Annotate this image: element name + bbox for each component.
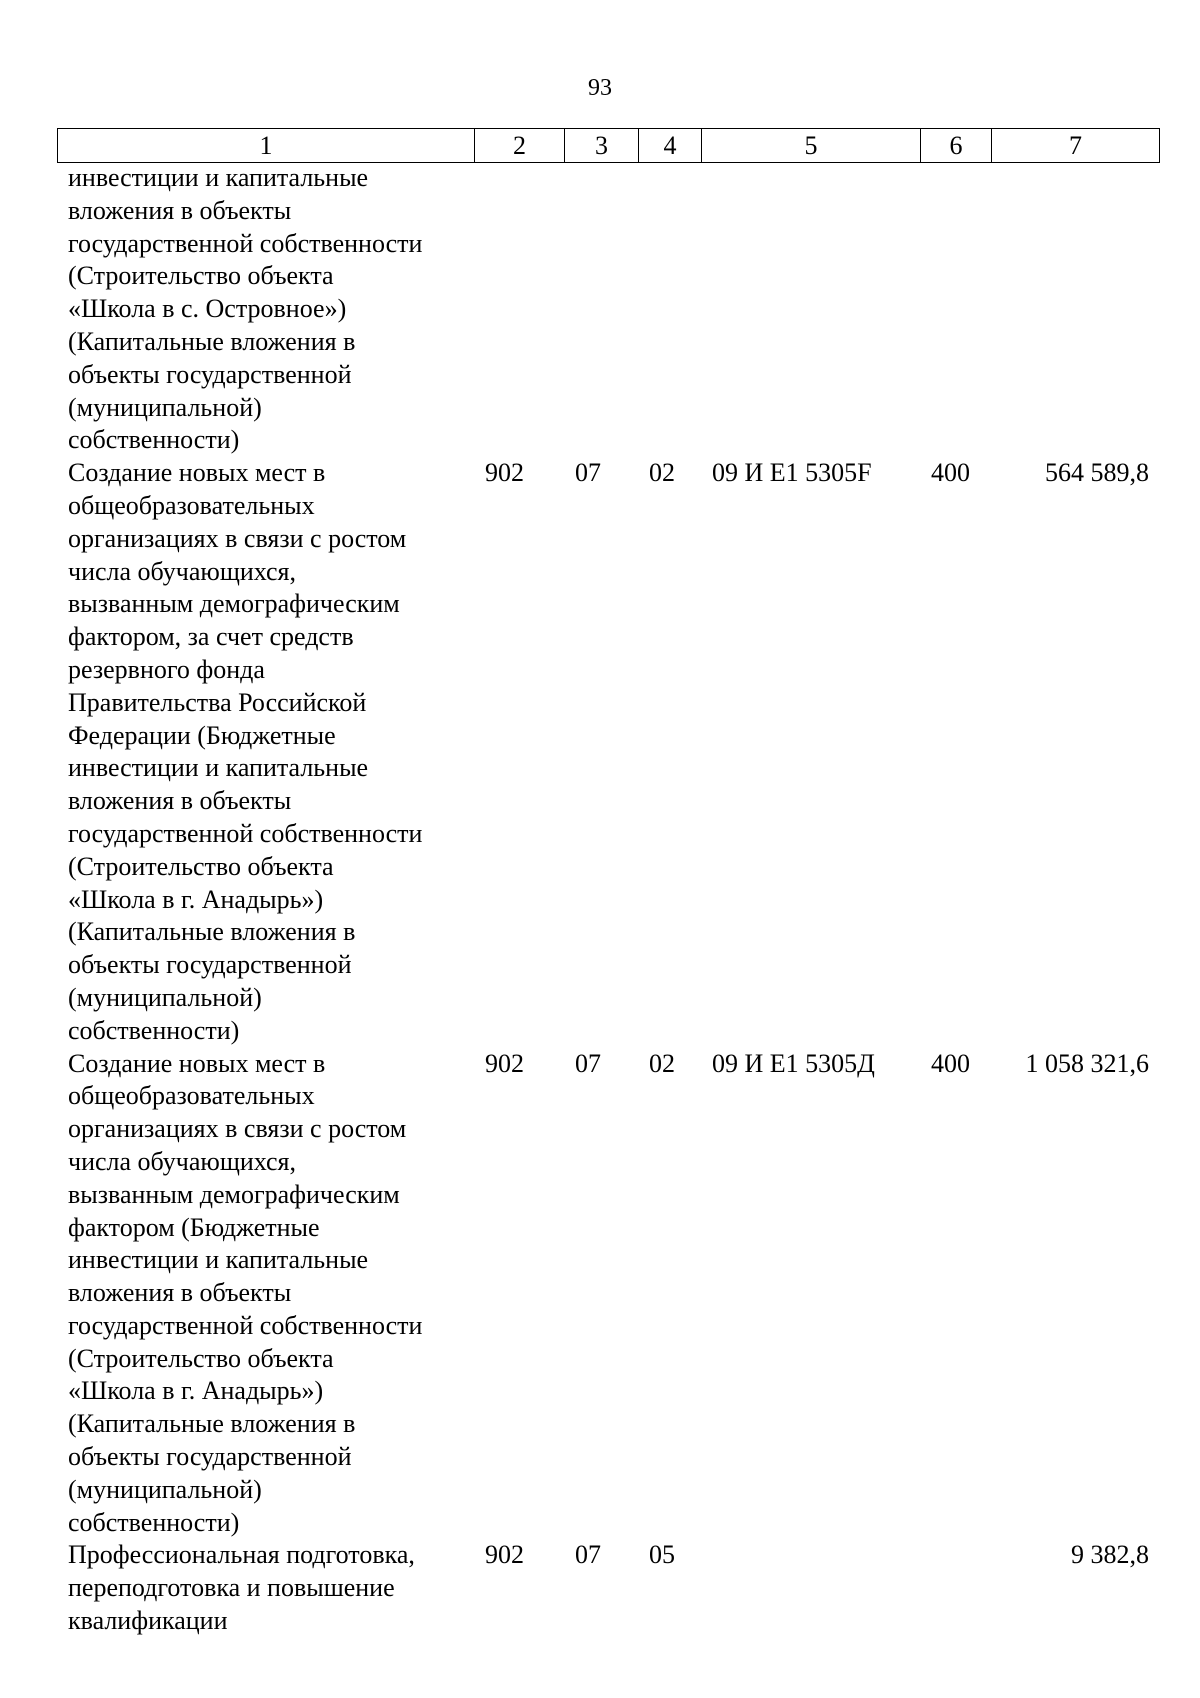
row-subsection-code: 05	[649, 1540, 675, 1570]
page-number: 93	[588, 75, 612, 101]
column-header-4: 4	[639, 129, 702, 163]
row-section-code: 07	[575, 458, 601, 488]
row-amount: 564 589,8	[1045, 458, 1149, 488]
row-expense-type: 400	[931, 458, 970, 488]
description-line: «Школа в г. Анадырь»)	[68, 884, 324, 914]
description-line: «Школа в г. Анадырь»)	[68, 1376, 324, 1406]
description-line: «Школа в с. Островное»)	[68, 294, 347, 324]
description-line: Правительства Российской	[68, 687, 367, 717]
description-line: общеобразовательных	[68, 490, 315, 520]
description-line: (Строительство объекта	[68, 1343, 334, 1373]
row-amount: 9 382,8	[1071, 1540, 1149, 1570]
description-line: (Капитальные вложения в	[68, 917, 356, 947]
table-row	[57, 1048, 1159, 1540]
description-line: Создание новых мест в	[68, 1048, 326, 1078]
row-amount: 1 058 321,6	[1025, 1048, 1149, 1078]
row-description	[57, 457, 474, 1047]
row-target-article: 09 И Е1 5305F	[712, 458, 872, 488]
description-line: государственной собственности	[68, 1310, 423, 1340]
description-line: вызванным демографическим	[68, 1179, 400, 1209]
row-expense-type: 400	[931, 1048, 970, 1078]
description-line: организациях в связи с ростом	[68, 1114, 407, 1144]
description-line: общеобразовательных	[68, 1081, 315, 1111]
column-header-3: 3	[565, 129, 639, 163]
column-header-1: 1	[58, 129, 475, 163]
column-header-5: 5	[702, 129, 921, 163]
description-line: государственной собственности	[68, 818, 423, 848]
description-line: вложения в объекты	[68, 786, 292, 816]
description-line: объекты государственной	[68, 950, 352, 980]
column-header-row	[58, 129, 1160, 163]
table-row	[57, 1539, 1159, 1637]
row-description	[57, 162, 474, 457]
description-line: Профессиональная подготовка,	[68, 1540, 415, 1570]
row-target-article: 09 И Е1 5305Д	[712, 1048, 875, 1078]
table-row	[57, 457, 1159, 1047]
column-header-2: 2	[475, 129, 565, 163]
description-line: переподготовка и повышение	[68, 1573, 395, 1603]
description-line: вызванным демографическим	[68, 589, 400, 619]
description-line: собственности)	[68, 425, 240, 455]
column-header-7: 7	[992, 129, 1160, 163]
row-ministry-code: 902	[485, 1048, 524, 1078]
description-line: объекты государственной	[68, 359, 352, 389]
description-line: инвестиции и капитальные	[68, 753, 369, 783]
description-line: фактором (Бюджетные	[68, 1212, 320, 1242]
column-header-table	[57, 128, 1160, 163]
description-line: объекты государственной	[68, 1442, 352, 1472]
row-description	[57, 1048, 474, 1540]
description-line: фактором, за счет средств	[68, 622, 354, 652]
column-header-6: 6	[921, 129, 992, 163]
description-line: (муниципальной)	[68, 392, 262, 422]
description-line: вложения в объекты	[68, 1278, 292, 1308]
table-row	[57, 162, 1159, 457]
description-line: (Капитальные вложения в	[68, 1409, 356, 1439]
description-line: (Строительство объекта	[68, 851, 334, 881]
description-line: собственности)	[68, 1015, 240, 1045]
description-line: собственности)	[68, 1507, 240, 1537]
description-line: резервного фонда	[68, 654, 265, 684]
description-line: организациях в связи с ростом	[68, 523, 407, 553]
description-line: государственной собственности	[68, 228, 423, 258]
description-line: вложения в объекты	[68, 195, 292, 225]
description-line: (Капитальные вложения в	[68, 326, 356, 356]
description-line: Федерации (Бюджетные	[68, 720, 336, 750]
description-line: квалификации	[68, 1606, 228, 1636]
row-ministry-code: 902	[485, 458, 524, 488]
description-line: числа обучающихся,	[68, 556, 297, 586]
description-line: инвестиции и капитальные	[68, 1245, 369, 1275]
table-body	[57, 162, 1159, 1638]
row-subsection-code: 02	[649, 458, 675, 488]
row-section-code: 07	[575, 1048, 601, 1078]
description-line: числа обучающихся,	[68, 1146, 297, 1176]
row-section-code: 07	[575, 1540, 601, 1570]
row-ministry-code: 902	[485, 1540, 524, 1570]
row-description	[57, 1539, 474, 1637]
description-line: (муниципальной)	[68, 1474, 262, 1504]
description-line: (Строительство объекта	[68, 261, 334, 291]
description-line: инвестиции и капитальные	[68, 163, 369, 192]
row-subsection-code: 02	[649, 1048, 675, 1078]
description-line: (муниципальной)	[68, 982, 262, 1012]
description-line: Создание новых мест в	[68, 458, 326, 488]
